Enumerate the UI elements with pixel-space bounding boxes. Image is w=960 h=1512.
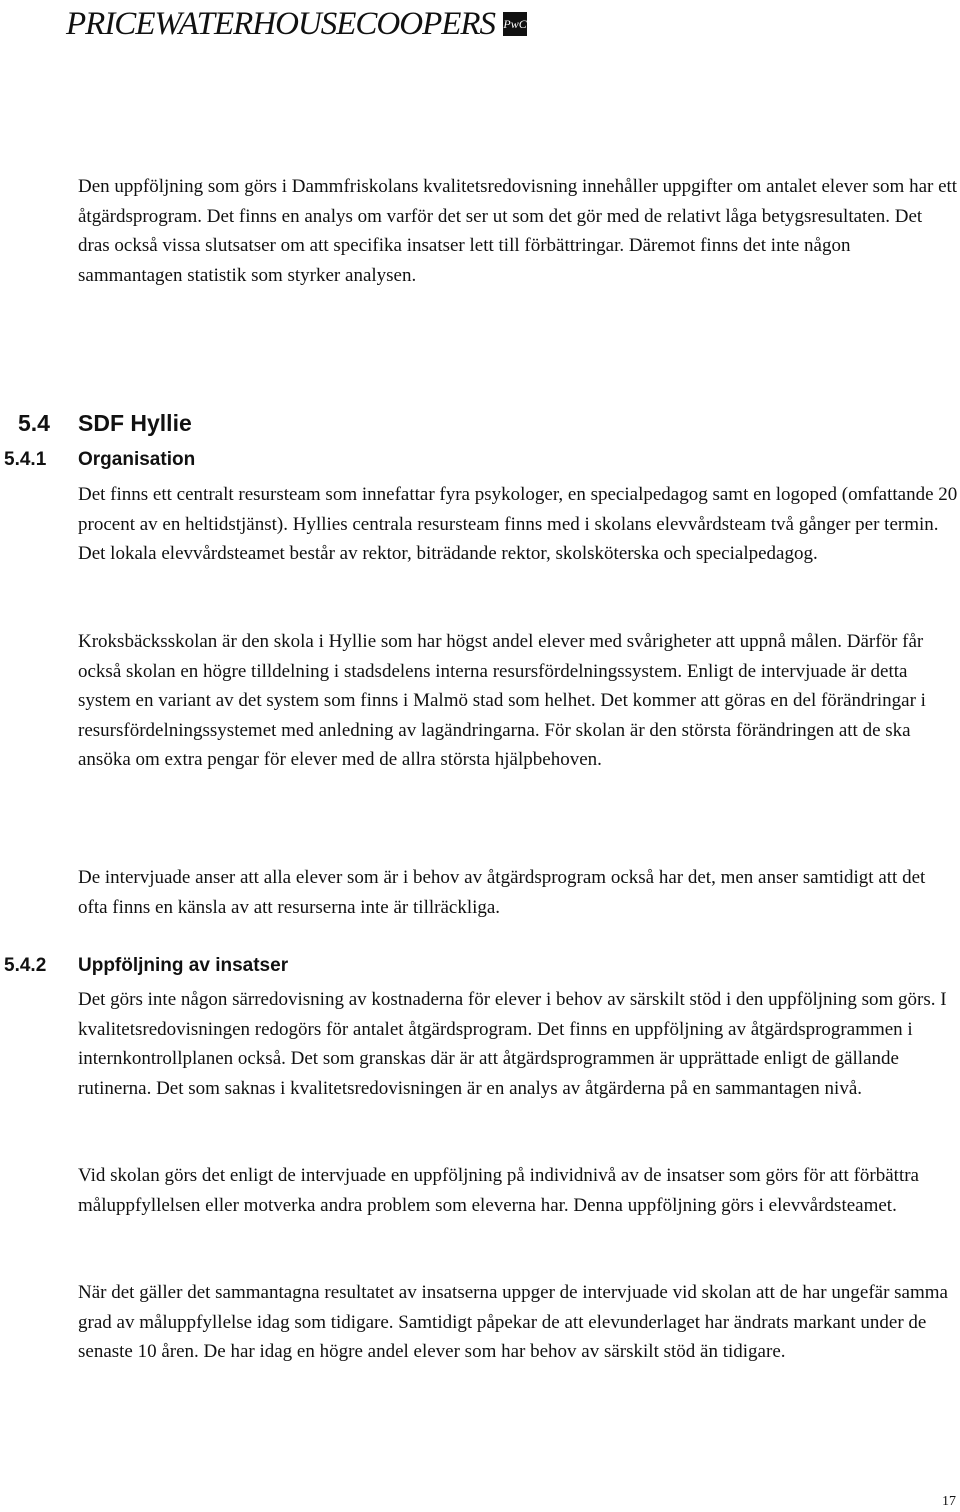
section-5-4-number: 5.4 (18, 410, 50, 436)
section-5-4-title: SDF Hyllie (78, 410, 192, 436)
section-5-4-2-number: 5.4.2 (4, 955, 47, 976)
organisation-paragraph-1: Det finns ett centralt resursteam som innefattar fyra psykologer, en specialpedagog samt en logoped (omfattande 20 procent av en heltidstjänst). Hyllies centrala resursteam finns med i skolans elevvårdsteam två gånger per termin. Det lokala elevvårdsteamet består av rektor, biträdande rektor, skolsköterska och specialpedagog. (78, 484, 958, 565)
intro-paragraph: Den uppföljning som görs i Dammfriskolans kvalitetsredovisning innehåller uppgifter om antalet elever som har ett åtgärdsprogram. Det finns en analys om varför det ser ut som det gör med de relativt låga betygsresultaten. Det dras också vissa slutsatser om att specifika insatser lett till förbättringar. Däremot finns det inte någon sammantagen statistik som styrker analysen. (78, 176, 958, 286)
section-5-4-1-title: Organisation (78, 449, 196, 470)
pwc-logo-icon: PwC (503, 12, 527, 36)
follow-up-paragraph-3: När det gäller det sammantagna resultatet av insatserna uppger de intervjuade vid skolan att de har ungefär samma grad av måluppfyllelse idag som tidigare. Samtidigt påpekar de att elevunderlaget har ändrats markant under de senaste 10 åren. De har idag en högre andel elever som har behov av särskilt stöd än tidigare. (78, 1282, 948, 1363)
follow-up-paragraph-2: Vid skolan görs det enligt de intervjuade en uppföljning på individnivå av de insatser som görs för att förbättra måluppfyllelsen eller motverka andra problem som eleverna har. Denna uppföljning görs i elevvårdsteamet. (78, 1165, 919, 1216)
company-logo (66, 4, 527, 44)
logo-wordmark: PRICEWATERHOUSECOOPERS (66, 6, 496, 42)
section-5-4-1-number: 5.4.1 (4, 449, 47, 470)
organisation-paragraph-2: Kroksbäcksskolan är den skola i Hyllie som har högst andel elever med svårigheter att uppnå målen. Därför får också skolan en högre tilldelning i stadsdelens interna resursfördelningssystem. Enligt de intervjuade är detta system en variant av det system som finns i Malmö stad som helhet. Det kommer att göras en del förändringar i resursfördelningssystemet med anledning av lagändringarna. För skolan är den största förändringen att de ska ansöka om extra pengar för elever med de allra största hjälpbehoven. (78, 631, 926, 771)
section-5-4-2-title: Uppföljning av insatser (78, 955, 289, 976)
page-number: 17 (942, 1494, 956, 1509)
organisation-paragraph-3: De intervjuade anser att alla elever som är i behov av åtgärdsprogram också har det, men anser samtidigt att det ofta finns en känsla av att resurserna inte är tillräckliga. (78, 867, 926, 918)
follow-up-paragraph-1: Det görs inte någon särredovisning av kostnaderna för elever i behov av särskilt stöd i den uppföljning som görs. I kvalitetsredovisningen redogörs för antalet åtgärdsprogram. Det finns en uppföljning av åtgärdsprogrammen i internkontrollplanen också. Det som granskas där är att åtgärdsprogrammen är upprättade enligt de gällande rutinerna. Det som saknas i kvalitetsredovisningen är en analys av åtgärderna på en sammantagen nivå. (78, 989, 947, 1099)
